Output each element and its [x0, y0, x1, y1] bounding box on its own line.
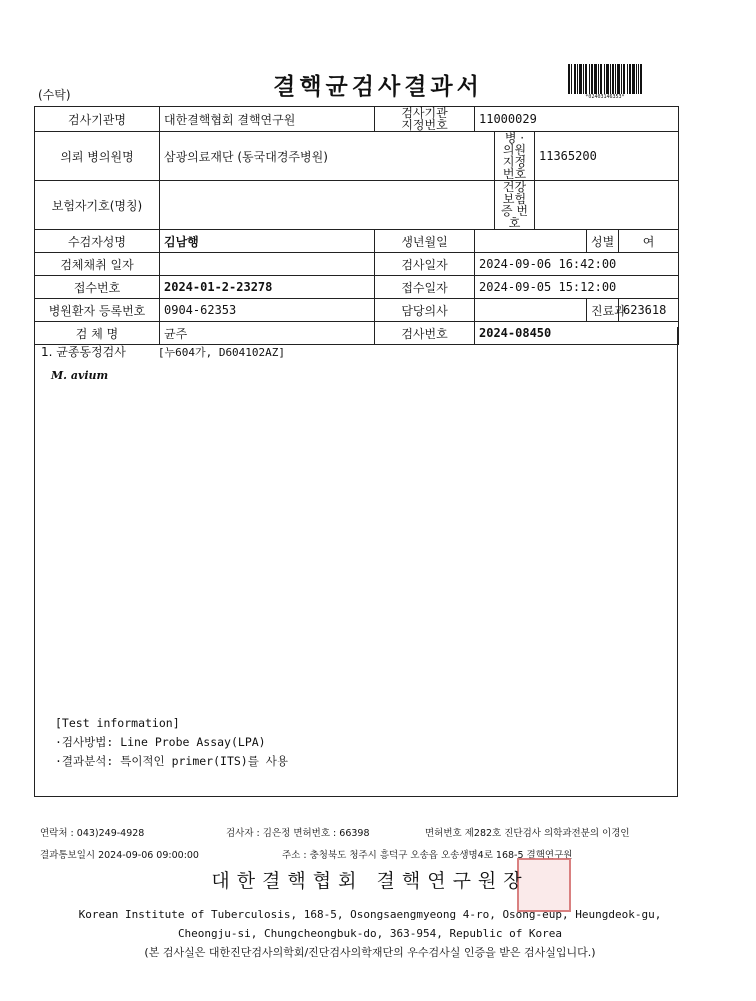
- receipt-no-label: 접수번호: [35, 276, 160, 299]
- doctor-value: [475, 299, 587, 322]
- license-info: 면허번호 제282호 진단검사 의학과전분의 이경인: [425, 828, 630, 839]
- result-test-line: [41, 343, 285, 360]
- result-test-name: 1. 균종동정검사: [41, 345, 126, 359]
- department-value: 623618: [619, 299, 679, 322]
- patient-reg-label: 병원환자 등록번호: [35, 299, 160, 322]
- dob-label: 생년월일: [375, 230, 475, 253]
- test-analysis: ·결과분석: 특이적인 primer(ITS)를 사용: [55, 754, 288, 768]
- collection-date-label: 검체채취 일자: [35, 253, 160, 276]
- document-title: 결핵균검사결과서: [273, 73, 483, 100]
- requester-value: 삼광의료재단 (동국대경주병원): [160, 132, 495, 181]
- result-panel: [34, 327, 678, 797]
- barcode: [568, 64, 642, 94]
- english-address-1: Korean Institute of Tuberculosis, 168-5, Osongsaengmyeong 4-ro, Osong-eup, Heungdeok-gu,: [78, 908, 662, 921]
- doctor-label: 담당의사: [375, 299, 475, 322]
- result-test-code: [누604가, D604102AZ]: [157, 346, 286, 359]
- insurance-no-value: [535, 181, 679, 230]
- receipt-label: (수탁): [38, 88, 71, 102]
- barcode-number: *02403146353*: [585, 94, 625, 100]
- test-date-value: 2024-09-06 16:42:00: [475, 253, 679, 276]
- requester-no-value: 11365200: [535, 132, 679, 181]
- certification-note: (본 검사실은 대한진단검사의학회/진단검사의학재단의 우수검사실 인증을 받은 검사실입니다.): [144, 946, 596, 959]
- contact-info: 연락처 : 043)249-4928: [40, 828, 145, 839]
- insurer-value: [160, 181, 495, 230]
- test-no-value: 2024-08450: [475, 322, 679, 345]
- tester-info: 검사자 : 김은정 면허번호 : 66398: [226, 828, 370, 839]
- specimen-value: 균주: [160, 322, 375, 345]
- collection-date-value: [160, 253, 375, 276]
- test-date-label: 검사일자: [375, 253, 475, 276]
- receipt-date-value: 2024-09-05 15:12:00: [475, 276, 679, 299]
- patient-name-label: 수검자성명: [35, 230, 160, 253]
- test-info-header: [Test information]: [55, 716, 180, 730]
- english-address-2: Cheongju-si, Chungcheongbuk-do, 363-954, Republic of Korea: [177, 927, 563, 940]
- notified-datetime: 결과통보일시 2024-09-06 09:00:00: [40, 850, 199, 861]
- inst-value: 대한결핵협회 결핵연구원: [160, 107, 375, 132]
- info-table: [34, 106, 679, 345]
- receipt-no-value: 2024-01-2-23278: [160, 276, 375, 299]
- inst-no-label: 검사기관 지정번호: [375, 107, 475, 132]
- specimen-label: 검 체 명: [35, 322, 160, 345]
- sex-value: 여: [619, 230, 679, 253]
- test-information: [55, 714, 288, 771]
- sex-label: 성별: [587, 230, 619, 253]
- institute-name: 대한결핵협회 결핵연구원장: [211, 870, 529, 892]
- insurer-label: 보험자기호(명칭): [35, 181, 160, 230]
- patient-reg-value: 0904-62353: [160, 299, 375, 322]
- dob-value: [475, 230, 587, 253]
- requester-label: 의뢰 병의원명: [35, 132, 160, 181]
- department-label: 진료과: [587, 299, 619, 322]
- inst-label: 검사기관명: [35, 107, 160, 132]
- receipt-date-label: 접수일자: [375, 276, 475, 299]
- test-no-label: 검사번호: [375, 322, 475, 345]
- address-info: 주소 : 충청북도 청주시 흥덕구 오송읍 오송생명4로 168-5 결핵연구원: [282, 850, 573, 861]
- result-organism: M. avium: [51, 369, 109, 382]
- test-method: ·검사방법: Line Probe Assay(LPA): [55, 735, 266, 749]
- patient-name-value: 김남행: [160, 230, 375, 253]
- inst-no-value: 11000029: [475, 107, 679, 132]
- requester-no-label: 병 · 의원 지정번호: [495, 132, 535, 181]
- insurance-no-label: 건강보험 증 번 호: [495, 181, 535, 230]
